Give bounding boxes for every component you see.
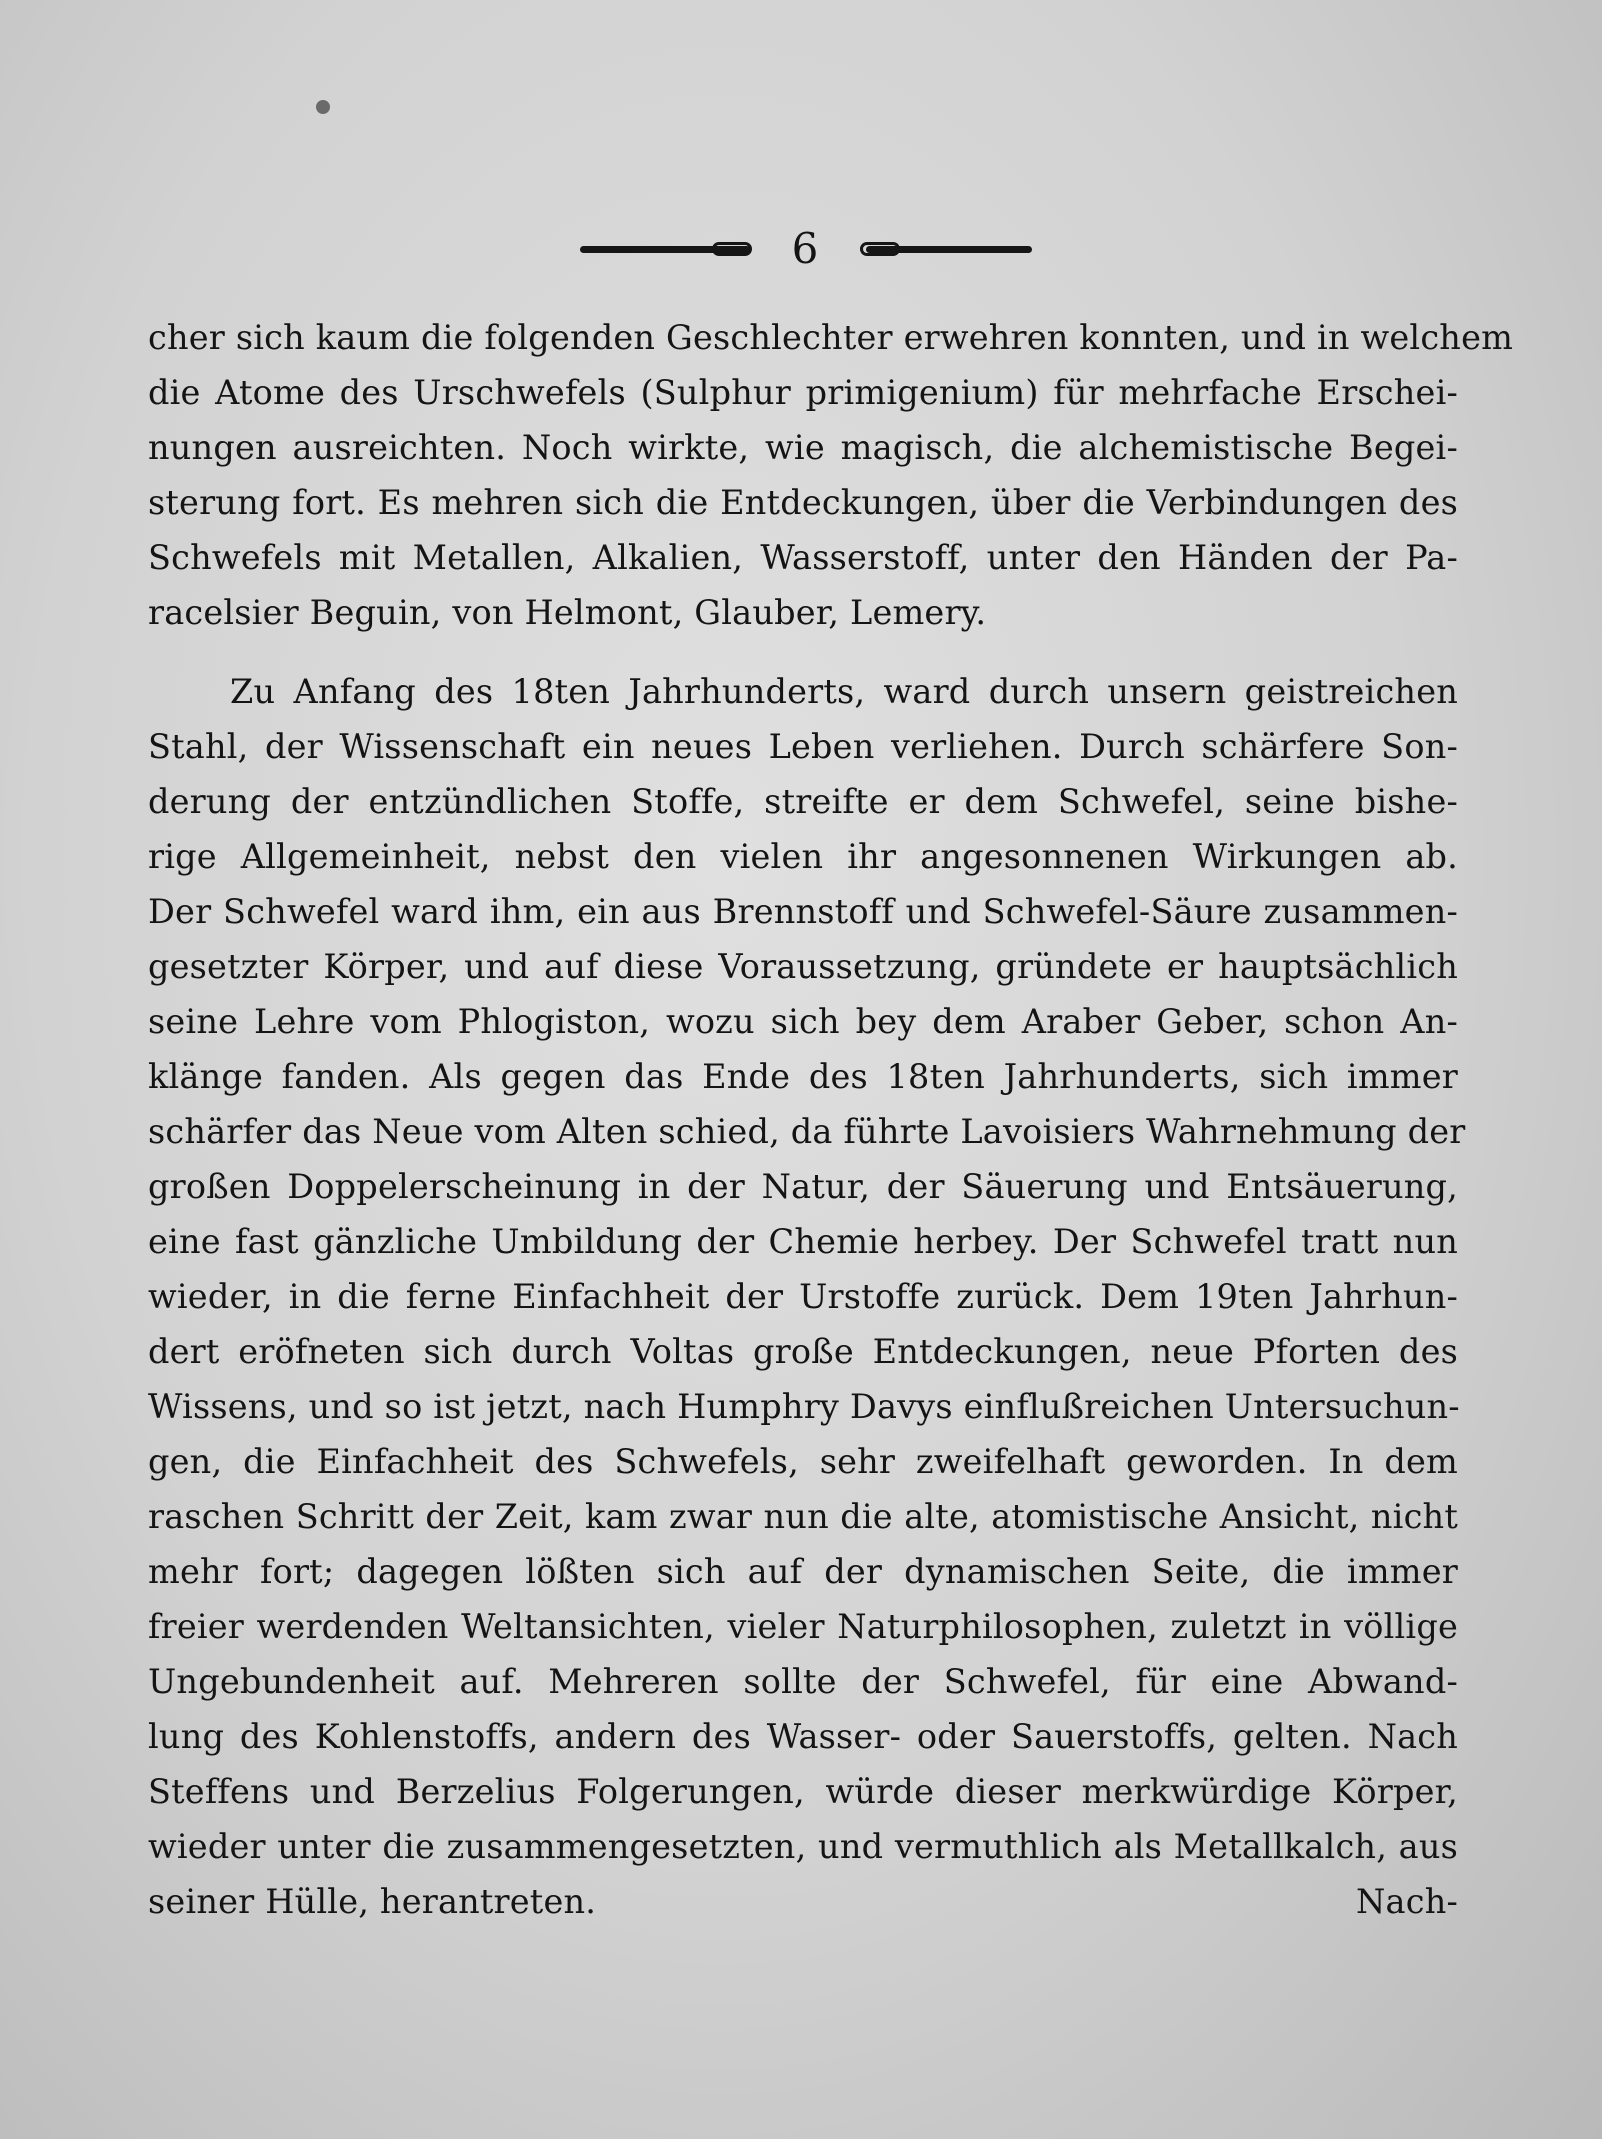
text-line: dert eröfneten sich durch Voltas große Entdeckungen, neue Pforten des (148, 1332, 1458, 1371)
text-line: Ungebundenheit auf. Mehreren sollte der Schwefel, für eine Abwand- (148, 1662, 1458, 1701)
text-line: nungen ausreichten. Noch wirkte, wie magisch, die alchemistische Begei- (148, 428, 1458, 467)
ornament-rule-right (866, 246, 1032, 253)
text-line: Stahl, der Wissenschaft ein neues Leben verliehen. Durch schärfere Son- (148, 727, 1458, 766)
page-header (0, 226, 1602, 286)
text-line: wieder, in die ferne Einfachheit der Urstoffe zurück. Dem 19ten Jahrhun- (148, 1277, 1458, 1316)
page-number: 6 (791, 224, 819, 273)
text-line: racelsier Beguin, von Helmont, Glauber, Lemery. (148, 593, 987, 632)
text-line: seine Lehre vom Phlogiston, wozu sich bey dem Araber Geber, schon An- (148, 1002, 1458, 1041)
text-line: cher sich kaum die folgenden Geschlechter erwehren konnten, und in welchem (148, 318, 1514, 357)
text-line: derung der entzündlichen Stoffe, streifte er dem Schwefel, seine bishe- (148, 782, 1458, 821)
text-line: Zu Anfang des 18ten Jahrhunderts, ward durch unsern geistreichen (230, 672, 1458, 711)
paragraph-2 (148, 664, 1466, 1929)
text-line: lung des Kohlenstoffs, andern des Wasser- oder Sauerstoffs, gelten. Nach (148, 1717, 1458, 1756)
text-line: Der Schwefel ward ihm, ein aus Brennstoff und Schwefel-Säure zusammen- (148, 892, 1458, 931)
text-line-final (148, 1874, 1458, 1929)
final-line-text: seiner Hülle, herantreten. (148, 1882, 597, 1921)
paragraph-1 (148, 310, 1514, 640)
ink-speck (316, 100, 330, 114)
text-line: sterung fort. Es mehren sich die Entdeckungen, über die Verbindungen des (148, 483, 1458, 522)
text-line: klänge fanden. Als gegen das Ende des 18ten Jahrhunderts, sich immer (148, 1057, 1458, 1096)
text-line: freier werdenden Weltansichten, vieler Naturphilosophen, zuletzt in völlige (148, 1607, 1458, 1646)
text-line: wieder unter die zusammengesetzten, und vermuthlich als Metallkalch, aus (148, 1827, 1458, 1866)
ornament-loop-left (712, 242, 752, 256)
text-line: gen, die Einfachheit des Schwefels, sehr zweifelhaft geworden. In dem (148, 1442, 1458, 1481)
text-line: die Atome des Urschwefels (Sulphur primigenium) für mehrfache Erschei- (148, 373, 1458, 412)
text-line: großen Doppelerscheinung in der Natur, der Säuerung und Entsäuerung, (148, 1167, 1458, 1206)
catchword: Nach- (1356, 1882, 1458, 1921)
text-line: eine fast gänzliche Umbildung der Chemie herbey. Der Schwefel tratt nun (148, 1222, 1458, 1261)
text-line: Steffens und Berzelius Folgerungen, würde dieser merkwürdige Körper, (148, 1772, 1458, 1811)
text-line: schärfer das Neue vom Alten schied, da führte Lavoisiers Wahrnehmung der (148, 1112, 1466, 1151)
text-line: mehr fort; dagegen lößten sich auf der dynamischen Seite, die immer (148, 1552, 1458, 1591)
text-line: raschen Schritt der Zeit, kam zwar nun die alte, atomistische Ansicht, nicht (148, 1497, 1458, 1536)
text-line: gesetzter Körper, und auf diese Voraussetzung, gründete er hauptsächlich (148, 947, 1458, 986)
text-line: Wissens, und so ist jetzt, nach Humphry Davys einflußreichen Untersuchun- (148, 1387, 1460, 1426)
text-line: rige Allgemeinheit, nebst den vielen ihr angesonnenen Wirkungen ab. (148, 837, 1458, 876)
text-line: Schwefels mit Metallen, Alkalien, Wasserstoff, unter den Händen der Pa- (148, 538, 1458, 577)
